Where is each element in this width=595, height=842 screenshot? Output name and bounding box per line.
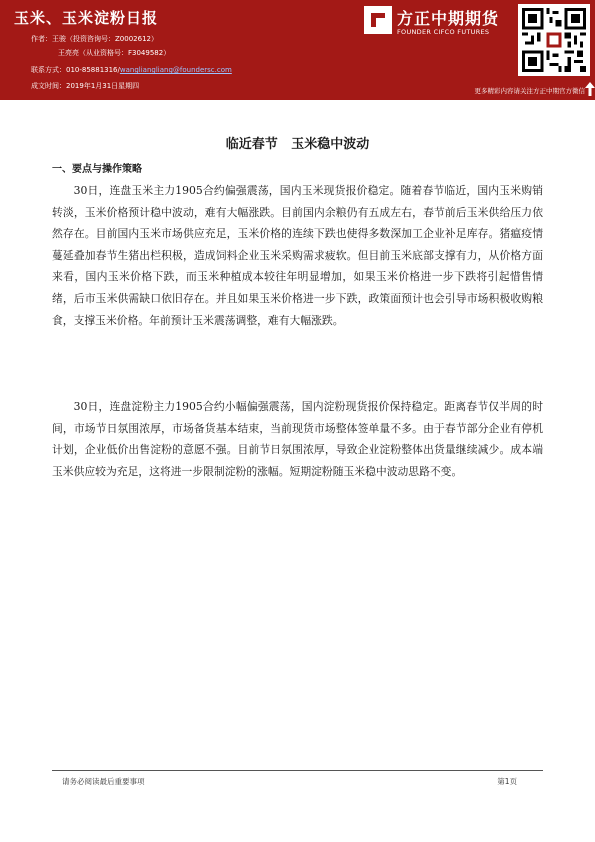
starch-paragraph: 30日，连盘淀粉主力1905合约小幅偏强震荡，国内淀粉现货报价保持稳定。距离春节仅半周的时间，市场节日氛围浓厚，市场备货基本结束，当前现货市场整体签单量不多。由于春节部分企业有停机计划，企业低价出售淀粉的意愿不强。目前节日氛围浓厚，导致企业淀粉整体出货量继续减少。成本端玉米供应较为充足，这将进一步限制淀粉的涨幅。短期淀粉随玉米稳中波动思路不变。 [52, 400, 543, 478]
logo-chinese-name: 方正中期期货 [397, 9, 500, 28]
coauthor-line: 王亮亮（从业资格号：F3049582） [58, 49, 171, 57]
company-logo [364, 6, 514, 40]
report-header [0, 0, 595, 100]
logo-mark-icon [364, 6, 392, 34]
footer-disclaimer: 请务必阅读最后重要事项 [62, 777, 145, 786]
footer-divider [52, 770, 543, 771]
document-title-part2: 玉米稳中波动 [291, 137, 370, 152]
logo-english-name: FOUNDER CIFCO FUTURES [397, 28, 490, 36]
arrow-up-icon [585, 82, 595, 96]
document-title-part1: 临近春节 [225, 137, 278, 152]
contact-line [31, 66, 232, 74]
contact-email-link[interactable]: wangliangliang@foundersc.com [119, 66, 232, 74]
report-title: 玉米、玉米淀粉日报 [14, 9, 159, 27]
section-heading: 一、要点与操作策略 [52, 164, 142, 175]
author-line: 作者：王骏（投资咨询号：Z0002612） [31, 35, 158, 43]
contact-label: 联系方式：010-85881316/ [31, 66, 120, 74]
document-title [0, 133, 595, 152]
wechat-tagline: 更多精彩内容请关注方正中期官方微信 [474, 87, 585, 95]
wechat-qr-code-icon [518, 4, 590, 76]
corn-paragraph: 30日，连盘玉米主力1905合约偏强震荡，国内玉米现货报价稳定。随着春节临近，国内玉米购销转淡，玉米价格预计稳中波动，难有大幅涨跌。目前国内余粮仍有五成左右，春节前后玉米供给压力依然存在。目前国内玉米市场供应充足，玉米价格的连续下跌也使得多数深加工企业补足库存。猪瘟疫情蔓延叠加春节生猪出栏积极，造成饲料企业玉米采购需求疲软。但目前玉米底部支撑有力，从价格方面来看，国内玉米价格下跌，而玉米种植成本较往年明显增加，如果玉米价格进一步下跌将引起惜售情绪，后市玉米供需缺口依旧存在。并且如果玉米价格进一步下跌，政策面预计也会引导市场积极收购粮食，支撑玉米价格。年前预计玉米震荡调整，难有大幅涨跌。 [52, 184, 543, 327]
date-line: 成文时间：2019年1月31日星期四 [31, 82, 140, 90]
page-number: 第1页 [497, 777, 517, 786]
